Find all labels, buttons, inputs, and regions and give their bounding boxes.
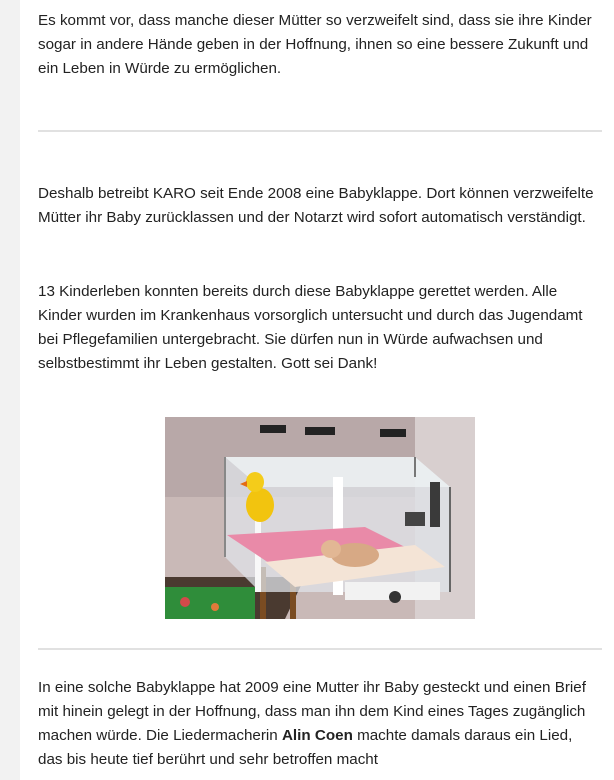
article-body (20, 0, 614, 780)
paragraph-letter-song (38, 676, 594, 772)
divider (38, 130, 602, 132)
paragraph-rescued-children: 13 Kinderleben konnten bereits durch diese Babyklappe gerettet werden. Alle Kinder wurden im Krankenhaus vorsorglich untersucht und durch das Jugendamt bei Pflegefamilien untergebracht. Sie dürfen nun in Würde aufwachsen und selbstbestimmt ihr Leben gestalten. Gott sei Dank! (38, 283, 583, 372)
divider (38, 648, 602, 650)
paragraph-letter-song-text: In eine solche Babyklappe hat 2009 eine Mutter ihr Baby gesteckt und einen Brief mit hinein gelegt in der Hoffnung, dass man ihn dem Kind eines Tages zugänglich machen würde. Die Liedermacherin (38, 679, 586, 744)
paragraph-mothers-despair: Es kommt vor, dass manche dieser Mütter so verzweifelt sind, dass sie ihre Kinder sogar in andere Hände geben in der Hoffnung, ihnen so eine bessere Zukunft und ein Leben in Würde zu ermöglichen. (38, 12, 592, 77)
paragraph-babyklappe-intro: Deshalb betreibt KARO seit Ende 2008 eine Babyklappe. Dort können verzweifelte Mütter ihr Baby zurücklassen und der Notarzt wird sofort automatisch verständigt. (38, 185, 594, 226)
artist-name: Alin Coen (281, 727, 353, 744)
babyklappe-illustration (165, 417, 475, 619)
babyklappe-photo (165, 417, 475, 619)
paragraph-letter-song-tail: machte damals daraus ein Lied, das bis heute tief berührt und sehr betroffen macht (38, 727, 573, 768)
